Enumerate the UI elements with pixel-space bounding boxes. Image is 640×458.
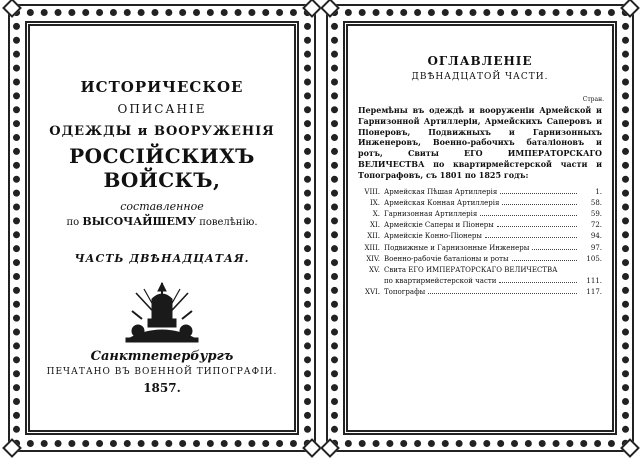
entry-page: 111. — [586, 277, 602, 286]
entry-title: Топографы — [384, 288, 426, 297]
title-line-6-bold: ВЫСОЧАЙШЕМУ — [82, 215, 196, 228]
entry-title: Свита ЕГО ИМПЕРАТОРСКАГО ВЕЛИЧЕСТВА — [384, 266, 558, 274]
dot-leader — [512, 260, 577, 261]
entry-page: 59. — [590, 209, 602, 218]
contents-entry — [358, 198, 602, 209]
entry-number: XV. — [368, 266, 380, 274]
entry-title: по квартирмейстерской части — [384, 277, 497, 286]
publication-place: Санктпетербургъ — [90, 349, 234, 364]
contents-entry — [358, 220, 602, 231]
entry-number: X. — [372, 209, 380, 218]
title-page — [8, 4, 316, 452]
title-line-3: ОДЕЖДЫ и ВООРУЖЕНІЯ — [49, 124, 275, 139]
entry-number: XVI. — [364, 288, 380, 297]
entry-title: Армейская Пѣшая Артиллерія — [384, 187, 498, 196]
contents-entry — [358, 276, 602, 287]
entry-page: 117. — [586, 288, 602, 297]
entry-page: 72. — [590, 221, 602, 230]
publication-year: 1857. — [143, 381, 181, 395]
entry-number: VIII. — [364, 187, 380, 196]
entry-title: Армейскіе Саперы и Піонеры — [384, 221, 494, 230]
contents-subtitle: ДВѢНАДЦАТОЙ ЧАСТИ. — [411, 72, 549, 82]
entry-number: XIV. — [366, 254, 380, 263]
contents-entry — [358, 265, 602, 276]
entry-page: 94. — [590, 232, 602, 241]
entry-title: Армейскіе Конно-Піонеры — [384, 232, 482, 241]
dot-leader — [480, 215, 577, 216]
entry-title: Подвижные и Гарнизонные Инженеры — [384, 243, 530, 252]
contents-entry — [358, 243, 602, 254]
title-line-6-post: повелѣнію. — [199, 217, 258, 228]
military-trophy-emblem-icon — [124, 281, 200, 343]
entry-title: Гарнизонная Артиллерія — [384, 209, 478, 218]
title-line-5: составленное — [120, 200, 204, 213]
dot-leader — [500, 193, 577, 194]
contents-entry — [358, 209, 602, 220]
contents-intro: Перемѣны въ одеждѣ и вооруженіи Армейской и Гарнизонной Артиллеріи, Армейскихъ Саперовъ и Піонеровъ, Подвижныхъ и Гарнизонныхъ Инженеровъ, Военно-рабочихъ баталіоновъ и ротъ, Свиты ЕГО ИМПЕРАТОРСКАГО ВЕЛИЧЕСТВА по квартирмейстерской части и Топографовъ, съ 1801 по 1825 годъ: — [358, 105, 602, 180]
title-line-6 — [36, 215, 288, 228]
title-line-6-pre: по — [66, 217, 80, 228]
contents-page-content — [354, 32, 606, 424]
dot-leader — [428, 293, 577, 294]
entry-page: 97. — [590, 243, 602, 252]
entry-page: 105. — [586, 254, 602, 263]
contents-entry — [358, 254, 602, 265]
dot-leader — [485, 237, 577, 238]
entry-number: IX. — [370, 198, 380, 207]
title-line-1: ИСТОРИЧЕСКОЕ — [80, 78, 244, 96]
entry-page: 1. — [595, 187, 602, 196]
title-page-content — [36, 32, 288, 424]
part-title: ЧАСТЬ ДВѢНАДЦАТАЯ. — [74, 252, 250, 265]
dot-leader — [532, 249, 577, 250]
contents-page — [326, 4, 634, 452]
contents-entry — [358, 287, 602, 298]
entry-number: XII. — [367, 232, 380, 241]
page-column-label: Стран. — [582, 96, 604, 103]
dot-leader — [502, 204, 577, 205]
entry-page: 58. — [590, 198, 602, 207]
entry-number: XI. — [370, 221, 380, 230]
contents-list — [358, 187, 602, 299]
entry-number: XIII. — [364, 243, 380, 252]
title-line-4: РОССІЙСКИХЪ ВОЙСКЪ, — [69, 144, 255, 192]
title-line-2: ОПИСАНІЕ — [117, 102, 207, 116]
dot-leader — [499, 282, 577, 283]
dot-leader — [497, 226, 577, 227]
contents-title: ОГЛАВЛЕНІЕ — [427, 54, 533, 68]
entry-title: Армейская Конная Артиллерія — [384, 198, 500, 207]
contents-entry — [358, 231, 602, 242]
entry-title: Военно-рабочіе баталіоны и роты — [384, 254, 509, 263]
printer-line: ПЕЧАТАНО ВЪ ВОЕННОЙ ТИПОГРАФІИ. — [46, 367, 278, 377]
contents-entry — [358, 187, 602, 198]
